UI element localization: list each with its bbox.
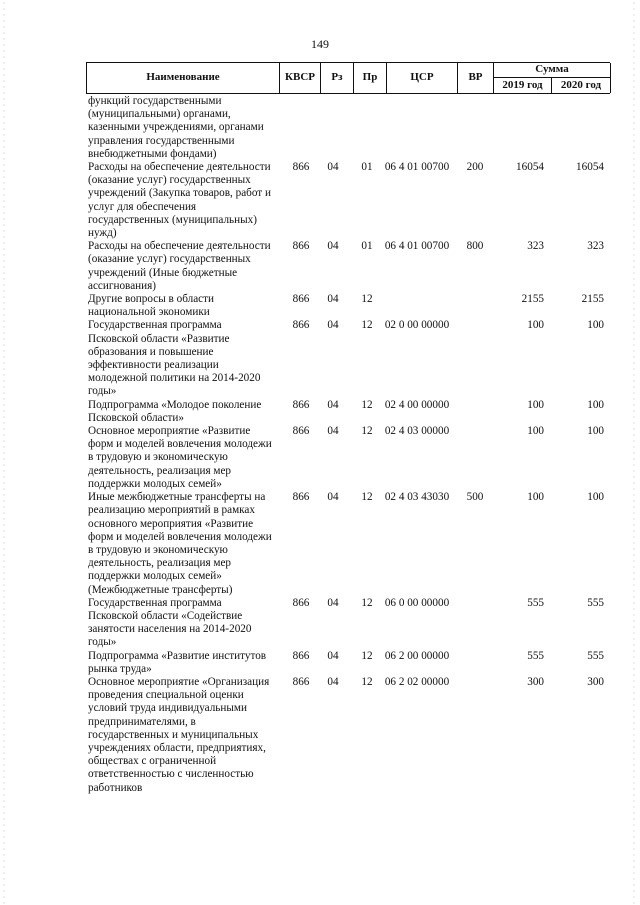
table-header (86, 62, 610, 94)
row-csr: 06 4 01 00700 (384, 240, 450, 253)
row-name: Иные межбюджетные трансферты на реализацию мероприятий в рамках основного мероприятия «Развитие форм и моделей вовлечения молодежи в трудовую и экономическую деятельность, реализация мер поддержки молодых семей» (Межбюджетные трансферты) (88, 491, 272, 596)
row-rz: 04 (327, 425, 339, 438)
row-name: Основное мероприятие «Развитие форм и моделей вовлечения молодежи в трудовую и экономическую деятельность, реализация мер поддержки молодых семей» (88, 425, 272, 490)
table-row (86, 597, 610, 650)
row-kvsr: 866 (292, 425, 310, 438)
row-kvsr: 866 (292, 649, 310, 662)
row-sum-2019: 555 (527, 596, 544, 609)
row-name: Государственная программа Псковской области «Развитие образования и повышение эффективности реализации молодежной политики на 2014-2020 годы» (88, 319, 261, 398)
row-name: Расходы на обеспечение деятельности (оказание услуг) государственных учреждений (Иные бюджетные ассигнования) (88, 240, 271, 292)
right-scan-edge (633, 0, 635, 905)
row-name: Подпрограмма «Развитие институтов рынка труда» (88, 649, 267, 675)
row-kvsr: 866 (292, 319, 310, 332)
row-rz: 04 (327, 398, 339, 411)
header-sum (493, 63, 611, 93)
row-pr: 01 (361, 161, 373, 174)
row-kvsr: 866 (292, 491, 310, 504)
header-pr: Пр (353, 63, 386, 93)
row-csr: 02 4 03 00000 (384, 425, 450, 438)
table-row (86, 95, 610, 161)
row-rz: 04 (327, 293, 339, 306)
row-csr: 02 4 00 00000 (384, 398, 450, 411)
row-kvsr: 866 (292, 398, 310, 411)
table-row (86, 425, 610, 491)
row-csr: 06 0 00 00000 (384, 596, 450, 609)
row-pr: 12 (361, 649, 373, 662)
table-row (86, 676, 610, 795)
header-vr: ВР (457, 63, 493, 93)
header-rz: Рз (320, 63, 353, 93)
row-csr: 06 4 01 00700 (384, 161, 450, 174)
row-rz: 04 (327, 240, 339, 253)
row-rz: 04 (327, 675, 339, 688)
header-sum-title: Сумма (494, 63, 610, 78)
row-csr: 06 2 00 00000 (384, 649, 450, 662)
row-name: функций государственными (муниципальными) органами, казенными учреждениями, органами управления государственными внебюджетными фондами) (88, 95, 264, 160)
row-pr: 12 (361, 491, 373, 504)
row-name: Другие вопросы в области национальной экономики (88, 293, 215, 319)
row-sum-2020: 300 (587, 675, 604, 688)
row-sum-2020: 555 (587, 596, 604, 609)
row-sum-2019: 100 (527, 491, 544, 504)
row-kvsr: 866 (292, 240, 310, 253)
table-body (86, 94, 610, 795)
row-name: Государственная программа Псковской области «Содействие занятости населения на 2014-2020 годы» (88, 596, 252, 649)
page-number: 149 (311, 37, 329, 51)
left-scan-edge (3, 0, 5, 905)
table-row (86, 491, 610, 597)
row-vr: 200 (466, 161, 484, 174)
row-pr: 12 (361, 425, 373, 438)
row-sum-2020: 323 (587, 240, 604, 253)
row-name: Расходы на обеспечение деятельности (оказание услуг) государственных учреждений (Закупка товаров, работ и услуг для обеспечения государственных (муниципальных) нужд) (88, 161, 271, 240)
row-sum-2019: 300 (527, 675, 544, 688)
row-sum-2020: 555 (587, 649, 604, 662)
table-row (86, 293, 610, 319)
row-kvsr: 866 (292, 675, 310, 688)
row-sum-2020: 100 (587, 491, 604, 504)
row-sum-2020: 2155 (581, 293, 604, 306)
row-rz: 04 (327, 161, 339, 174)
row-kvsr: 866 (292, 293, 310, 306)
row-vr: 800 (466, 240, 484, 253)
row-rz: 04 (327, 319, 339, 332)
row-sum-2019: 100 (527, 319, 544, 332)
row-rz: 04 (327, 649, 339, 662)
row-pr: 12 (361, 596, 373, 609)
row-pr: 01 (361, 240, 373, 253)
row-vr: 500 (466, 491, 484, 504)
row-csr: 02 4 03 43030 (384, 491, 450, 504)
header-name: Наименование (86, 63, 279, 93)
row-sum-2020: 100 (587, 319, 604, 332)
table-row (86, 161, 610, 240)
row-sum-2019: 323 (527, 240, 544, 253)
row-pr: 12 (361, 319, 373, 332)
row-kvsr: 866 (292, 596, 310, 609)
row-name: Основное мероприятие «Организация проведения специальной оценки условий труда индивидуальными предпринимателями, в государственных и муниципальных учреждениях области, предприятиях, обществах с ограниченной ответственностью с численностью работников (88, 675, 270, 794)
row-kvsr: 866 (292, 161, 310, 174)
row-name: Подпрограмма «Молодое поколение Псковской области» (88, 398, 262, 424)
header-year-2020: 2020 год (560, 78, 602, 91)
row-sum-2019: 2155 (521, 293, 544, 306)
row-sum-2019: 100 (527, 398, 544, 411)
table-row (86, 650, 610, 676)
table-row (86, 240, 610, 293)
table-row (86, 319, 610, 398)
row-sum-2020: 100 (587, 425, 604, 438)
row-pr: 12 (361, 293, 373, 306)
row-sum-2019: 16054 (516, 161, 544, 174)
header-year-2019: 2019 год (494, 78, 552, 93)
row-sum-2020: 100 (587, 398, 604, 411)
row-sum-2019: 100 (527, 425, 544, 438)
budget-table (86, 62, 610, 795)
row-csr: 02 0 00 00000 (384, 319, 450, 332)
row-rz: 04 (327, 491, 339, 504)
header-kvsr: КВСР (279, 63, 320, 93)
row-pr: 12 (361, 675, 373, 688)
row-sum-2020: 16054 (576, 161, 604, 174)
row-csr: 06 2 02 00000 (384, 675, 450, 688)
header-csr: ЦСР (386, 63, 457, 93)
row-rz: 04 (327, 596, 339, 609)
row-pr: 12 (361, 398, 373, 411)
table-row (86, 399, 610, 425)
row-sum-2019: 555 (527, 649, 544, 662)
